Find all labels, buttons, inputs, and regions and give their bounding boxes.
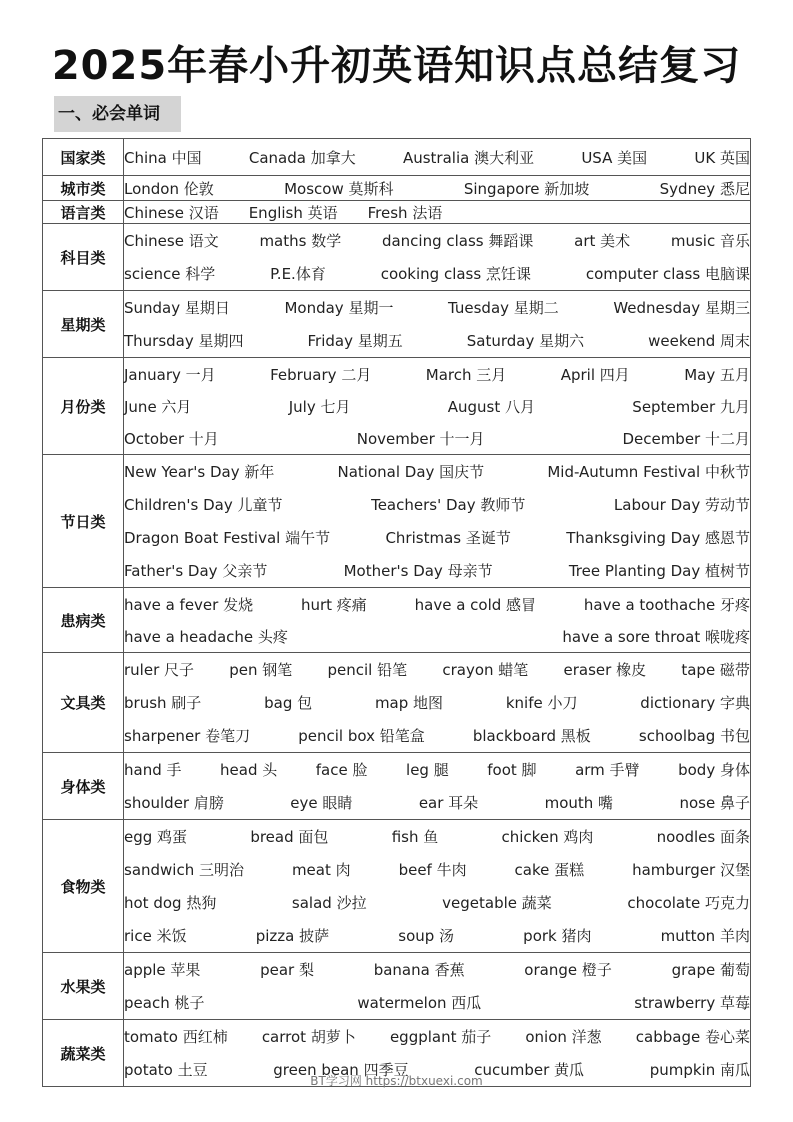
- vocab-word: soup 汤: [398, 927, 455, 945]
- vocab-word: September 九月: [632, 397, 750, 416]
- vocab-word: mouth 嘴: [544, 794, 614, 812]
- section-heading: 一、必会单词: [54, 96, 181, 132]
- category-words: [124, 176, 751, 201]
- vocab-word: pizza 披萨: [255, 927, 330, 945]
- vocab-word: ruler 尺子: [124, 661, 195, 679]
- vocab-word: Sydney 悉尼: [659, 179, 750, 198]
- vocab-word: egg 鸡蛋: [124, 828, 188, 846]
- vocab-word: sharpener 卷笔刀: [124, 727, 251, 745]
- vocab-word: Monday 星期一: [284, 299, 394, 317]
- vocab-word: science 科学: [124, 265, 216, 283]
- vocab-word: pumpkin 南瓜: [649, 1061, 750, 1079]
- vocab-word: Saturday 星期六: [466, 332, 585, 350]
- category-row: [43, 139, 751, 176]
- word-line: [124, 257, 750, 290]
- vocab-word: maths 数学: [259, 232, 342, 250]
- word-line: [124, 176, 750, 200]
- vocab-word: USA 美国: [581, 148, 648, 167]
- category-label: 食物类: [43, 820, 124, 953]
- word-line: [124, 753, 750, 786]
- vocab-word: hand 手: [124, 761, 182, 779]
- category-words: [124, 358, 751, 455]
- vocab-word: potato 土豆: [124, 1061, 208, 1079]
- category-words: [124, 139, 751, 176]
- vocab-word: have a sore throat 喉咙疼: [562, 627, 750, 646]
- vocab-word: China 中国: [124, 148, 202, 167]
- vocab-word: hurt 疼痛: [300, 595, 367, 614]
- word-line: [124, 986, 750, 1019]
- vocab-word: Thursday 星期四: [124, 332, 244, 350]
- vocab-word: May 五月: [684, 365, 750, 384]
- vocab-word: have a fever 发烧: [124, 595, 254, 614]
- category-row: [43, 753, 751, 820]
- category-row: [43, 653, 751, 753]
- vocab-word: October 十月: [124, 429, 219, 448]
- vocab-word: shoulder 肩膀: [124, 794, 224, 812]
- vocab-word: body 身体: [678, 761, 750, 779]
- vocab-word: rice 米饭: [124, 927, 187, 945]
- vocab-word: bread 面包: [250, 828, 329, 846]
- vocab-word: meat 肉: [291, 861, 351, 879]
- category-label: 身体类: [43, 753, 124, 820]
- vocab-word: February 二月: [270, 365, 372, 384]
- footer-watermark: BT学习网 https://btxuexi.com: [310, 1074, 483, 1088]
- vocab-word: hot dog 热狗: [124, 894, 217, 912]
- category-label: 国家类: [43, 139, 124, 176]
- vocab-word: have a headache 头疼: [124, 627, 288, 646]
- vocab-word: Thanksgiving Day 感恩节: [566, 529, 750, 547]
- vocab-word: nose 鼻子: [679, 794, 750, 812]
- vocab-word: grape 葡萄: [671, 961, 750, 979]
- category-label: 水果类: [43, 953, 124, 1020]
- vocab-word: ear 耳朵: [418, 794, 479, 812]
- vocab-word: New Year's Day 新年: [124, 463, 275, 481]
- vocab-word: Friday 星期五: [307, 332, 403, 350]
- vocab-word: Moscow 莫斯科: [284, 179, 394, 198]
- category-row: [43, 953, 751, 1020]
- vocab-word: bag 包: [264, 694, 313, 712]
- vocab-word: face 脸: [315, 761, 368, 779]
- page-title: 2025年春小升初英语知识点总结复习: [51, 43, 742, 89]
- vocab-word: vegetable 蔬菜: [442, 894, 552, 912]
- vocab-word: crayon 蜡笔: [442, 661, 529, 679]
- vocab-word: Canada 加拿大: [248, 148, 356, 167]
- vocab-word: Sunday 星期日: [124, 299, 230, 317]
- word-line: [124, 853, 750, 886]
- word-line: [124, 620, 750, 652]
- vocab-word: knife 小刀: [505, 694, 578, 712]
- vocab-word: June 六月: [124, 397, 192, 416]
- word-line: [124, 719, 750, 752]
- vocab-word: map 地图: [374, 694, 444, 712]
- vocab-word: pork 猪肉: [523, 927, 592, 945]
- vocab-word: green bean 四季豆: [273, 1061, 409, 1079]
- category-words: [124, 201, 751, 224]
- vocab-word: eggplant 茄子: [389, 1028, 492, 1046]
- category-row: [43, 588, 751, 653]
- vocab-word: blackboard 黑板: [472, 727, 591, 745]
- vocab-word: tomato 西红柿: [124, 1028, 228, 1046]
- vocab-word: Chinese 汉语: [124, 203, 219, 222]
- word-line: [124, 422, 750, 454]
- vocab-word: salad 沙拉: [291, 894, 367, 912]
- category-label: 星期类: [43, 291, 124, 358]
- category-label: 蔬菜类: [43, 1020, 124, 1087]
- vocab-word: Mother's Day 母亲节: [343, 562, 493, 580]
- vocab-word: Tree Planting Day 植树节: [568, 562, 750, 580]
- vocab-word: chocolate 巧克力: [627, 894, 750, 912]
- vocab-word: banana 香蕉: [373, 961, 465, 979]
- vocab-word: cucumber 黄瓜: [474, 1061, 585, 1079]
- word-line: [124, 291, 750, 324]
- vocab-word: foot 脚: [487, 761, 537, 779]
- word-line: [124, 886, 750, 919]
- word-line: [124, 820, 750, 853]
- vocab-word: onion 洋葱: [525, 1028, 602, 1046]
- vocab-word: apple 苹果: [124, 961, 201, 979]
- vocab-word: April 四月: [560, 365, 630, 384]
- word-line: [124, 1020, 750, 1053]
- vocab-word: July 七月: [288, 397, 351, 416]
- vocab-word: computer class 电脑课: [585, 265, 750, 283]
- category-words: [124, 224, 751, 291]
- category-label: 月份类: [43, 358, 124, 455]
- vocab-word: carrot 胡萝卜: [261, 1028, 356, 1046]
- vocab-word: London 伦敦: [124, 179, 214, 198]
- category-row: [43, 820, 751, 953]
- vocab-word: January 一月: [124, 365, 216, 384]
- vocab-word: Dragon Boat Festival 端午节: [124, 529, 331, 547]
- word-line: [124, 488, 750, 521]
- vocabulary-table: [42, 138, 751, 1087]
- word-line: [124, 455, 750, 488]
- vocab-word: strawberry 草莓: [634, 994, 750, 1012]
- word-line: [124, 390, 750, 422]
- vocab-word: Chinese 语文: [124, 232, 219, 250]
- vocab-word: Children's Day 儿童节: [124, 496, 283, 514]
- vocab-word: pear 梨: [260, 961, 314, 979]
- vocab-word: Teachers' Day 教师节: [371, 496, 526, 514]
- vocab-word: brush 刷子: [124, 694, 202, 712]
- category-words: [124, 753, 751, 820]
- category-words: [124, 653, 751, 753]
- vocab-word: pen 钢笔: [229, 661, 293, 679]
- vocab-word: pencil 铅笔: [327, 661, 408, 679]
- category-label: 城市类: [43, 176, 124, 201]
- vocab-word: cake 蛋糕: [514, 861, 585, 879]
- category-words: [124, 953, 751, 1020]
- category-row: [43, 455, 751, 588]
- category-label: 语言类: [43, 201, 124, 224]
- category-row: [43, 291, 751, 358]
- vocab-word: National Day 国庆节: [337, 463, 485, 481]
- word-line: [124, 686, 750, 719]
- category-label: 患病类: [43, 588, 124, 653]
- vocab-word: Singapore 新加坡: [463, 179, 590, 198]
- vocab-word: Tuesday 星期二: [448, 299, 559, 317]
- vocab-word: orange 橙子: [524, 961, 612, 979]
- vocab-word: noodles 面条: [656, 828, 750, 846]
- word-line: [124, 521, 750, 554]
- vocab-word: fish 鱼: [391, 828, 439, 846]
- vocab-word: chicken 鸡肉: [501, 828, 594, 846]
- word-line: [124, 201, 750, 223]
- word-line: [124, 953, 750, 986]
- vocab-word: August 八月: [447, 397, 536, 416]
- vocab-word: schoolbag 书包: [638, 727, 750, 745]
- vocab-word: Australia 澳大利亚: [402, 148, 535, 167]
- vocab-word: Wednesday 星期三: [613, 299, 750, 317]
- vocab-word: dictionary 字典: [640, 694, 750, 712]
- category-row: [43, 358, 751, 455]
- word-line: [124, 139, 750, 175]
- vocab-word: music 音乐: [670, 232, 750, 250]
- category-row: [43, 201, 751, 224]
- vocab-word: dancing class 舞蹈课: [381, 232, 534, 250]
- word-line: [124, 224, 750, 257]
- vocab-word: have a toothache 牙疼: [583, 595, 750, 614]
- vocab-word: leg 腿: [406, 761, 449, 779]
- vocab-word: November 十一月: [356, 429, 485, 448]
- vocab-word: March 三月: [425, 365, 507, 384]
- vocab-word: pencil box 铅笔盒: [298, 727, 425, 745]
- vocab-word: eraser 橡皮: [563, 661, 647, 679]
- vocab-word: watermelon 西瓜: [357, 994, 482, 1012]
- vocab-word: P.E.体育: [270, 265, 326, 283]
- category-label: 节日类: [43, 455, 124, 588]
- vocab-word: mutton 羊肉: [660, 927, 750, 945]
- vocab-word: December 十二月: [622, 429, 750, 448]
- word-line: [124, 324, 750, 357]
- category-row: [43, 176, 751, 201]
- vocab-word: Mid-Autumn Festival 中秋节: [547, 463, 750, 481]
- category-words: [124, 291, 751, 358]
- category-row: [43, 224, 751, 291]
- word-line: [124, 653, 750, 686]
- vocab-word: Father's Day 父亲节: [124, 562, 268, 580]
- word-line: [124, 358, 750, 390]
- vocab-word: head 头: [220, 761, 278, 779]
- category-label: 科目类: [43, 224, 124, 291]
- vocab-word: eye 眼睛: [290, 794, 353, 812]
- vocab-word: Christmas 圣诞节: [385, 529, 511, 547]
- category-words: [124, 820, 751, 953]
- category-words: [124, 455, 751, 588]
- category-label: 文具类: [43, 653, 124, 753]
- vocab-word: UK 英国: [694, 148, 750, 167]
- word-line: [124, 554, 750, 587]
- word-line: [124, 588, 750, 620]
- vocab-word: cooking class 烹饪课: [380, 265, 531, 283]
- vocab-word: hamburger 汉堡: [632, 861, 750, 879]
- vocab-word: beef 牛肉: [398, 861, 467, 879]
- category-words: [124, 588, 751, 653]
- word-line: [124, 919, 750, 952]
- vocab-word: tape 磁带: [681, 661, 750, 679]
- vocab-word: peach 桃子: [124, 994, 205, 1012]
- word-line: [124, 786, 750, 819]
- vocab-word: art 美术: [574, 232, 631, 250]
- vocab-word: Fresh 法语: [367, 203, 443, 222]
- vocab-word: cabbage 卷心菜: [635, 1028, 750, 1046]
- vocab-word: English 英语: [248, 203, 338, 222]
- vocab-word: weekend 周末: [648, 332, 750, 350]
- vocab-word: Labour Day 劳动节: [613, 496, 750, 514]
- vocab-word: sandwich 三明治: [124, 861, 244, 879]
- vocab-word: have a cold 感冒: [414, 595, 537, 614]
- vocab-word: arm 手臂: [575, 761, 640, 779]
